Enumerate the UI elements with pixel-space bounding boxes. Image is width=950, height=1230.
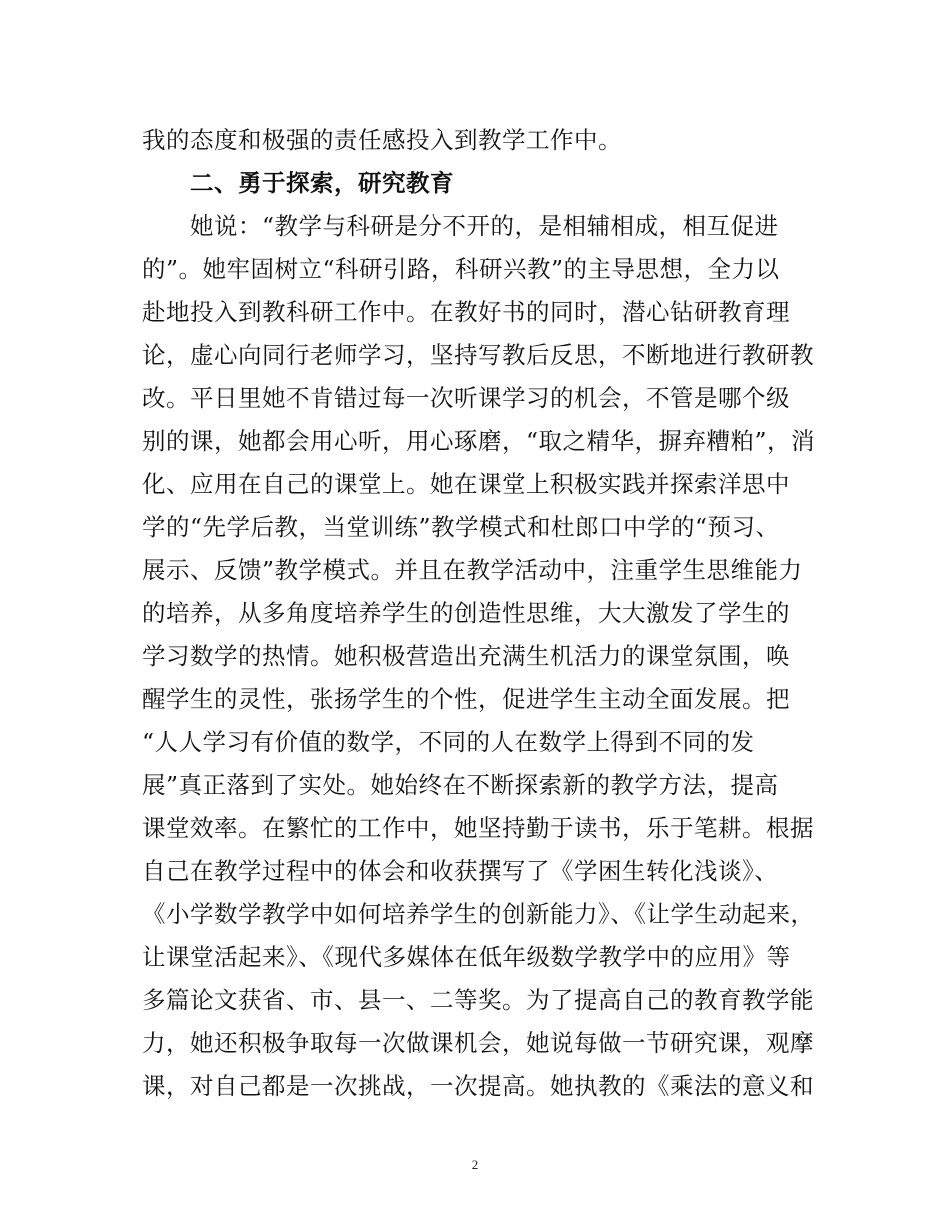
paragraph-line: 自己在教学过程中的体会和收获撰写了《学困生转化浅谈》、 — [142, 857, 779, 885]
paragraph-line: 学的“先学后教，当堂训练”教学模式和杜郎口中学的“预习、 — [142, 513, 780, 541]
paragraph-line: 论，虚心向同行老师学习，坚持写教后反思，不断地进行教研教 — [142, 341, 814, 369]
paragraph-line: 改。平日里她不肯错过每一次听课学习的机会，不管是哪个级 — [142, 384, 790, 412]
paragraph-line: 我的态度和极强的责任感投入到教学工作中。 — [142, 126, 622, 154]
paragraph-line: “人人学习有价值的数学，不同的人在数学上得到不同的发 — [142, 728, 755, 756]
page-number: 2 — [471, 1157, 479, 1172]
paragraph-line: 学习数学的热情。她积极营造出充满生机活力的课堂氛围，唤 — [142, 642, 790, 670]
paragraph-line: 她说：“教学与科研是分不开的，是相辅相成，相互促进 — [190, 212, 779, 240]
paragraph-line: 《小学数学教学中如何培养学生的创新能力》、《让学生动起来， — [142, 900, 815, 928]
paragraph-line: 的培养，从多角度培养学生的创造性思维，大大激发了学生的 — [142, 599, 790, 627]
paragraph-line: 赴地投入到教科研工作中。在教好书的同时，潜心钻研教育理 — [142, 298, 790, 326]
paragraph-line: 力，她还积极争取每一次做课机会，她说每做一节研究课，观摩 — [142, 1029, 814, 1057]
paragraph-line: 让课堂活起来》、《现代多媒体在低年级数学教学中的应用》等 — [142, 943, 791, 971]
paragraph-line: 别的课，她都会用心听，用心琢磨，“取之精华，摒弃糟粕”，消 — [142, 427, 816, 455]
paragraph-line: 化、应用在自己的课堂上。她在课堂上积极实践并探索洋思中 — [142, 470, 790, 498]
paragraph-line: 展”真正落到了实处。她始终在不断探索新的教学方法，提高 — [142, 771, 779, 799]
paragraph-line: 多篇论文获省、市、县一、二等奖。为了提高自己的教育教学能 — [142, 986, 814, 1014]
paragraph-line: 课，对自己都是一次挑战，一次提高。她执教的《乘法的意义和 — [142, 1072, 814, 1100]
section-heading: 二、勇于探索，研究教育 — [190, 169, 454, 197]
paragraph-line: 醒学生的灵性，张扬学生的个性，促进学生主动全面发展。把 — [142, 685, 790, 713]
paragraph-line: 展示、反馈”教学模式。并且在教学活动中，注重学生思维能力 — [142, 556, 803, 584]
paragraph-line: 课堂效率。在繁忙的工作中，她坚持勤于读书，乐于笔耕。根据 — [142, 814, 814, 842]
paragraph-line: 的”。她牢固树立“科研引路，科研兴教”的主导思想，全力以 — [142, 255, 780, 283]
